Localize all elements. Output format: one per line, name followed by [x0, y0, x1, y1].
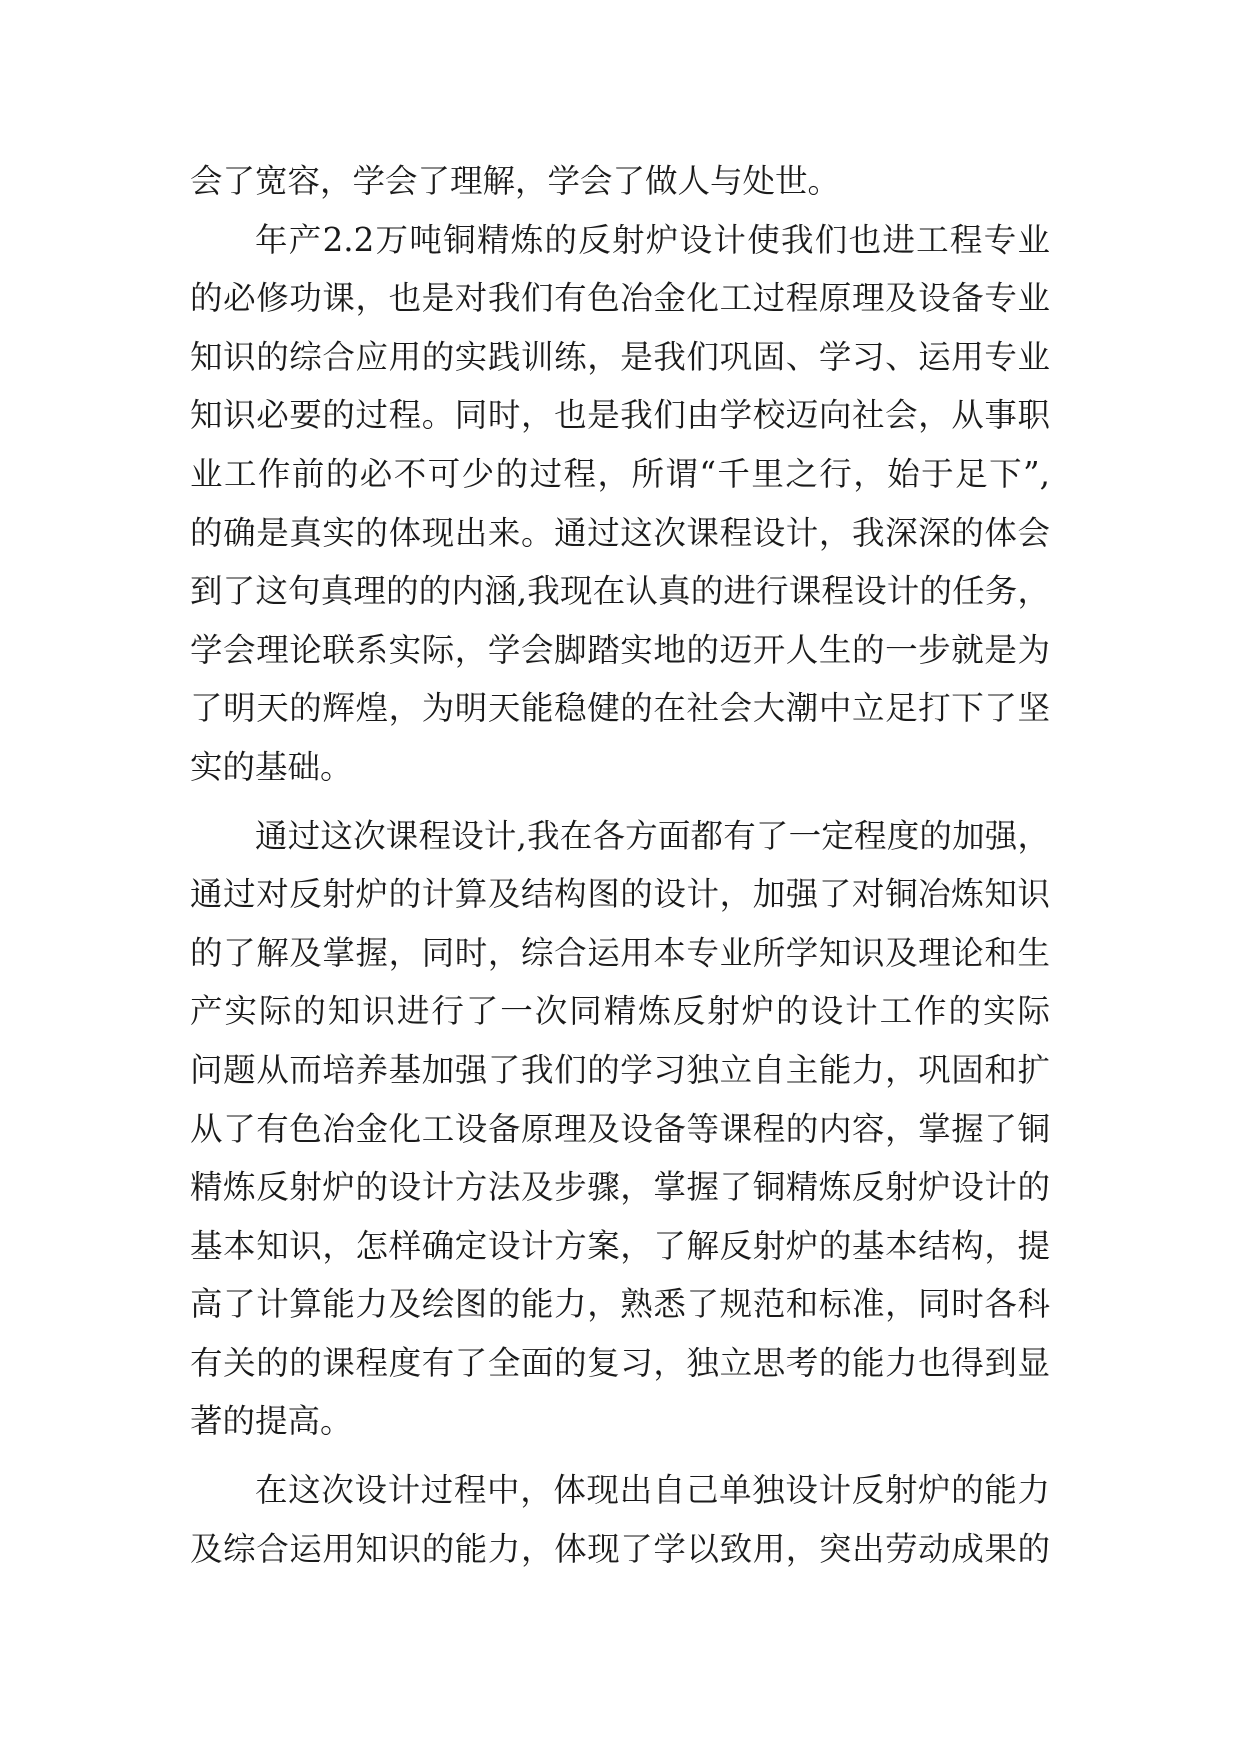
text-line: 著的提高。 [190, 1402, 353, 1441]
text-line: 基本知识，怎样确定设计方案，了解反射炉的基本结构，提 [190, 1226, 1050, 1265]
text-line: 业工作前的必不可少的过程，所谓“千里之行，始于足下”, [190, 454, 1050, 493]
text-line: 了明天的辉煌，为明天能稳健的在社会大潮中立足打下了坚 [190, 689, 1050, 728]
paragraph [190, 807, 1050, 1452]
text-line: 的了解及掌握，同时，综合运用本专业所学知识及理论和生 [190, 933, 1050, 972]
text-line: 到了这句真理的的内涵,我现在认真的进行课程设计的任务， [190, 572, 1050, 611]
text-line: 有关的的课程度有了全面的复习，独立思考的能力也得到显 [190, 1343, 1050, 1382]
text-line: 通过这次课程设计,我在各方面都有了一定程度的加强， [255, 816, 1050, 855]
text-line: 知识的综合应用的实践训练，是我们巩固、学习、运用专业 [190, 337, 1050, 376]
paragraph [190, 1461, 1050, 1578]
text-line: 通过对反射炉的计算及结构图的设计，加强了对铜冶炼知识 [190, 875, 1050, 914]
paragraph-spacer [190, 797, 1050, 807]
text-line: 的必修功课，也是对我们有色冶金化工过程原理及设备专业 [190, 279, 1050, 318]
text-line: 及综合运用知识的能力，体现了学以致用，突出劳动成果的 [190, 1529, 1050, 1568]
text-line: 在这次设计过程中，体现出自己单独设计反射炉的能力 [255, 1471, 1050, 1510]
text-line: 知识必要的过程。同时，也是我们由学校迈向社会，从事职 [190, 396, 1050, 435]
text-line: 会了宽容，学会了理解，学会了做人与处世。 [190, 162, 841, 200]
text-line: 精炼反射炉的设计方法及步骤，掌握了铜精炼反射炉设计的 [190, 1168, 1050, 1207]
text-line: 产实际的知识进行了一次同精炼反射炉的设计工作的实际 [190, 992, 1050, 1031]
paragraph [190, 152, 1050, 211]
text-line: 实的基础。 [190, 747, 353, 786]
text-line: 学会理论联系实际，学会脚踏实地的迈开人生的一步就是为 [190, 630, 1050, 669]
paragraph [190, 211, 1050, 797]
body-text [190, 152, 1050, 1578]
text-line: 的确是真实的体现出来。通过这次课程设计，我深深的体会 [190, 513, 1050, 552]
text-line: 年产2.2万吨铜精炼的反射炉设计使我们也进工程专业 [255, 220, 1050, 259]
text-line: 从了有色冶金化工设备原理及设备等课程的内容，掌握了铜 [190, 1109, 1050, 1148]
text-line: 问题从而培养基加强了我们的学习独立自主能力，巩固和扩 [190, 1050, 1050, 1089]
paragraph-spacer [190, 1451, 1050, 1461]
text-line: 高了计算能力及绘图的能力，熟悉了规范和标准，同时各科 [190, 1285, 1050, 1324]
